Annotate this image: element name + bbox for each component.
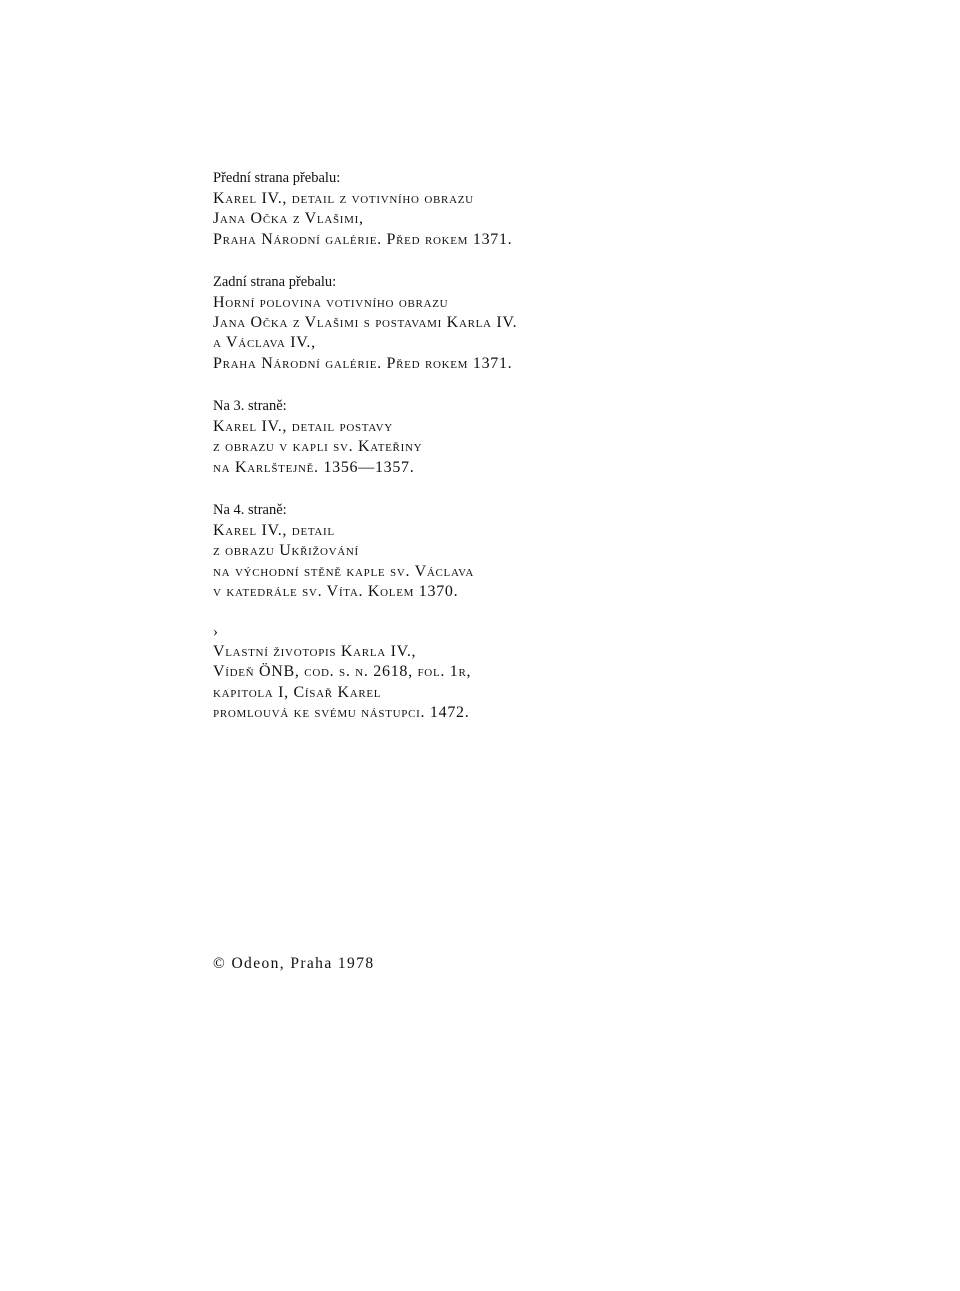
page-3-credit xyxy=(213,396,773,478)
arrow-marker: › xyxy=(213,624,218,641)
credit-line: z obrazu Ukřižování xyxy=(213,542,359,560)
credit-line: Vlastní životopis Karla IV., xyxy=(213,643,417,661)
section-heading: Zadní strana přebalu: xyxy=(213,273,337,290)
section-heading: Na 4. straně: xyxy=(213,501,287,518)
credit-line: Praha Národní galérie. Před rokem 1371. xyxy=(213,354,513,372)
credit-line: promlouvá ke svému nástupci. 1472. xyxy=(213,704,470,722)
credit-line: v katedrále sv. Víta. Kolem 1370. xyxy=(213,582,459,600)
front-cover-credit xyxy=(213,168,773,250)
section-heading: Přední strana přebalu: xyxy=(213,170,341,186)
credit-line: kapitola I, Císař Karel xyxy=(213,683,382,701)
credit-line: Praha Národní galérie. Před rokem 1371. xyxy=(213,230,513,248)
credit-line: Vídeň ÖNB, cod. s. n. 2618, fol. 1r, xyxy=(213,663,472,681)
section-heading: Na 3. straně: xyxy=(213,398,287,415)
credit-line: na Karlštejně. 1356—1357. xyxy=(213,458,415,476)
credit-line: Jana Očka z Vlašimi, xyxy=(213,210,364,228)
copyright-notice: © Odeon, Praha 1978 xyxy=(213,955,375,972)
credit-line: na východní stěně kaple sv. Václava xyxy=(213,562,475,580)
credit-line: Horní polovina votivního obrazu xyxy=(213,293,449,311)
credit-line: z obrazu v kapli sv. Kateřiny xyxy=(213,438,423,456)
credit-line: Karel IV., detail xyxy=(213,521,335,539)
credit-line: Karel IV., detail z votivního obrazu xyxy=(213,190,474,207)
credit-line: Jana Očka z Vlašimi s postavami Karla IV. xyxy=(213,314,518,332)
frontispiece-credit xyxy=(213,624,773,723)
credit-line: a Václava IV., xyxy=(213,334,316,352)
credits-page xyxy=(213,168,773,745)
credit-line: Karel IV., detail postavy xyxy=(213,418,393,436)
back-cover-credit xyxy=(213,272,773,374)
page-4-credit xyxy=(213,500,773,602)
